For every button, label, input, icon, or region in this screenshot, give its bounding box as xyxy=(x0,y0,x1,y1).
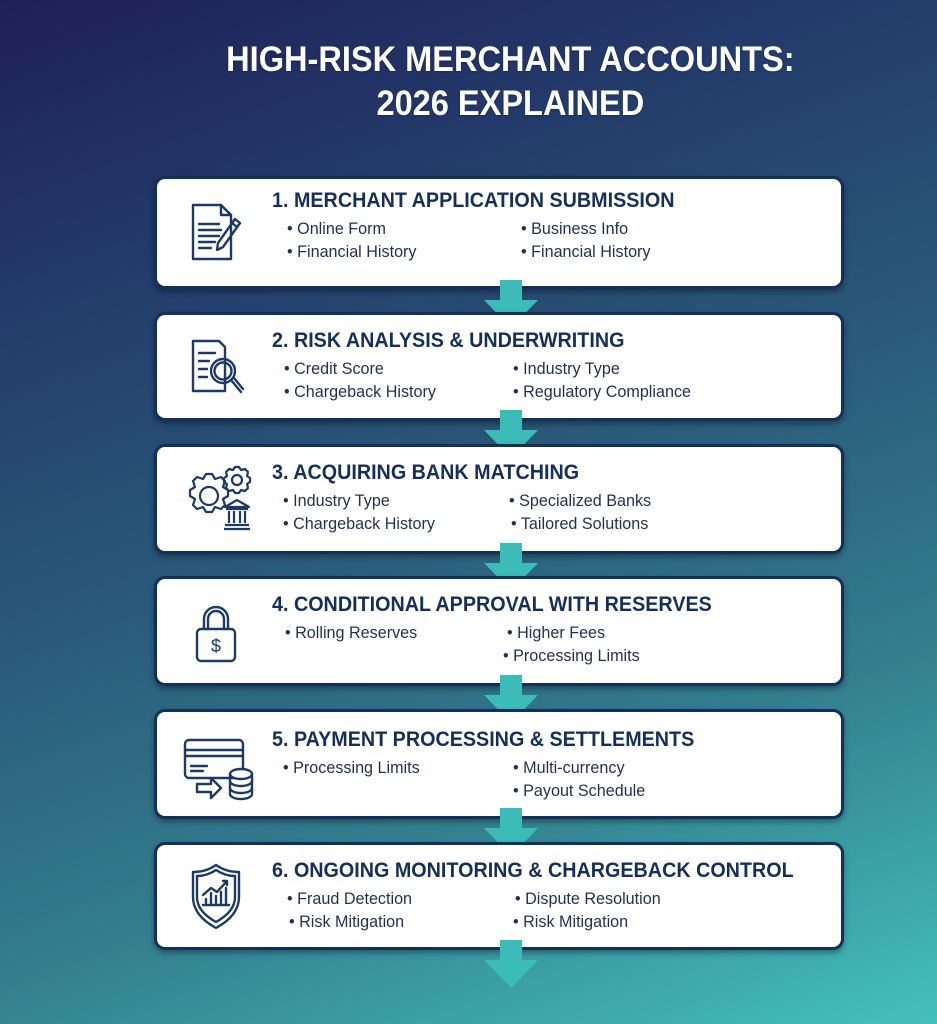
step-2-bullet-right-2: • Regulatory Compliance xyxy=(513,382,692,401)
page-title xyxy=(33,38,904,126)
step-card-4 xyxy=(154,576,844,686)
svg-text:$: $ xyxy=(210,636,222,656)
step-4-bullet-right-1: • Higher Fees xyxy=(507,623,606,642)
step-3-bullet-right-2: • Tailored Solutions xyxy=(511,514,649,533)
step-5-bullet-right-2: • Payout Schedule xyxy=(513,781,646,800)
step-heading-6: 6. ONGOING MONITORING & CHARGEBACK CONTROL xyxy=(272,859,794,882)
step-card-1 xyxy=(154,176,844,289)
step-2-bullet-left-1: • Credit Score xyxy=(284,359,384,378)
step-heading-5: 5. PAYMENT PROCESSING & SETTLEMENTS xyxy=(272,728,695,751)
step-card-2 xyxy=(154,312,844,421)
step-6-bullet-left-2: • Risk Mitigation xyxy=(289,912,405,931)
title-line-1: HIGH-RISK MERCHANT ACCOUNTS: xyxy=(226,40,795,79)
flow-arrow-6 xyxy=(484,940,538,990)
step-card-6 xyxy=(154,842,844,950)
step-heading-2: 2. RISK ANALYSIS & UNDERWRITING xyxy=(272,329,625,352)
step-5-bullet-right-1: • Multi-currency xyxy=(513,758,625,777)
step-1-bullet-right-1: • Business Info xyxy=(521,219,629,238)
card-coins-icon xyxy=(177,730,257,804)
shield-chart-icon xyxy=(179,859,253,933)
step-6-bullet-left-1: • Fraud Detection xyxy=(287,889,413,908)
gears-bank-icon xyxy=(177,465,257,537)
step-2-bullet-left-2: • Chargeback History xyxy=(284,382,436,401)
step-6-bullet-right-2: • Risk Mitigation xyxy=(513,912,629,931)
step-1-bullet-left-2: • Financial History xyxy=(287,242,417,261)
step-1-bullet-right-2: • Financial History xyxy=(521,242,651,261)
step-1-bullet-left-1: • Online Form xyxy=(287,219,386,238)
step-4-bullet-right-2: • Processing Limits xyxy=(503,646,640,665)
step-3-bullet-left-2: • Chargeback History xyxy=(283,514,435,533)
step-heading-1: 1. MERCHANT APPLICATION SUBMISSION xyxy=(272,189,675,212)
step-card-3 xyxy=(154,444,844,554)
step-4-bullet-left-1: • Rolling Reserves xyxy=(285,623,418,642)
document-magnifier-icon xyxy=(179,331,253,405)
step-heading-4: 4. CONDITIONAL APPROVAL WITH RESERVES xyxy=(272,593,712,616)
step-6-bullet-right-1: • Dispute Resolution xyxy=(515,889,661,908)
padlock-dollar-icon xyxy=(179,597,253,671)
step-heading-3: 3. ACQUIRING BANK MATCHING xyxy=(272,461,580,484)
step-3-bullet-right-1: • Specialized Banks xyxy=(509,491,652,510)
step-2-bullet-right-1: • Industry Type xyxy=(513,359,620,378)
step-5-bullet-left-1: • Processing Limits xyxy=(283,758,420,777)
document-pen-icon xyxy=(179,195,253,269)
step-3-bullet-left-1: • Industry Type xyxy=(283,491,390,510)
title-line-2: 2026 EXPLAINED xyxy=(376,84,645,123)
step-card-5 xyxy=(154,709,844,819)
